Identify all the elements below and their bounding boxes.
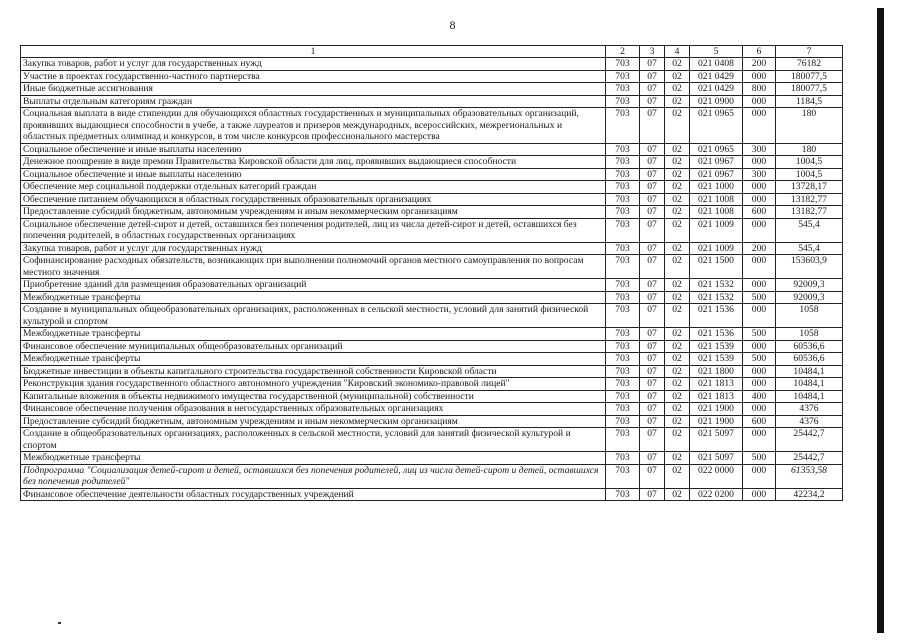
row-section: 07 <box>640 279 665 292</box>
row-target-article: 021 1532 <box>690 291 743 304</box>
row-section: 07 <box>640 415 665 428</box>
row-expense-type: 300 <box>743 143 776 156</box>
row-name: Подпрограмма "Социализация детей-сирот и детей, оставшихся без попечения родителей, лиц из числа детей-сирот и детей, оставшихся без попечения родителей" <box>21 464 606 488</box>
row-expense-type: 000 <box>743 95 776 108</box>
row-subsection: 02 <box>665 206 690 219</box>
row-expense-type: 500 <box>743 353 776 366</box>
row-code-admin: 703 <box>606 255 640 279</box>
row-expense-type: 000 <box>743 156 776 169</box>
row-amount: 10484,1 <box>776 378 843 391</box>
table-row <box>21 181 843 194</box>
row-target-article: 021 1008 <box>690 193 743 206</box>
row-name: Межбюджетные трансферты <box>21 291 606 304</box>
row-section: 07 <box>640 58 665 71</box>
row-target-article: 021 0429 <box>690 70 743 83</box>
row-amount: 180 <box>776 108 843 144</box>
row-amount: 180 <box>776 143 843 156</box>
row-target-article: 021 1009 <box>690 242 743 255</box>
row-name: Закупка товаров, работ и услуг для государственных нужд <box>21 58 606 71</box>
table-row <box>21 168 843 181</box>
row-amount: 25442,7 <box>776 428 843 452</box>
row-amount: 13182,77 <box>776 193 843 206</box>
column-header-7: 7 <box>776 46 843 58</box>
row-name: Капитальные вложения в объекты недвижимого имущества государственной (муниципальной) собственности <box>21 390 606 403</box>
row-amount: 76182 <box>776 58 843 71</box>
row-code-admin: 703 <box>606 403 640 416</box>
row-subsection: 02 <box>665 378 690 391</box>
row-amount: 153603,9 <box>776 255 843 279</box>
row-section: 07 <box>640 464 665 488</box>
table-row <box>21 390 843 403</box>
row-expense-type: 000 <box>743 218 776 242</box>
row-name: Предоставление субсидий бюджетным, автономным учреждениям и иным некоммерческим организациям <box>21 206 606 219</box>
row-code-admin: 703 <box>606 83 640 96</box>
table-header-row <box>21 46 843 58</box>
row-code-admin: 703 <box>606 279 640 292</box>
row-section: 07 <box>640 304 665 328</box>
row-name: Закупка товаров, работ и услуг для государственных нужд <box>21 242 606 255</box>
row-code-admin: 703 <box>606 206 640 219</box>
row-target-article: 021 0965 <box>690 143 743 156</box>
row-code-admin: 703 <box>606 156 640 169</box>
table-row <box>21 193 843 206</box>
row-code-admin: 703 <box>606 378 640 391</box>
row-expense-type: 000 <box>743 279 776 292</box>
scan-speck <box>58 622 61 624</box>
row-target-article: 021 1536 <box>690 328 743 341</box>
row-code-admin: 703 <box>606 242 640 255</box>
row-target-article: 021 0408 <box>690 58 743 71</box>
table-row <box>21 378 843 391</box>
table-row <box>21 108 843 144</box>
row-code-admin: 703 <box>606 328 640 341</box>
table-row <box>21 328 843 341</box>
row-section: 07 <box>640 291 665 304</box>
row-section: 07 <box>640 206 665 219</box>
row-target-article: 021 1900 <box>690 403 743 416</box>
row-amount: 1058 <box>776 304 843 328</box>
row-subsection: 02 <box>665 143 690 156</box>
row-amount: 92009,3 <box>776 291 843 304</box>
row-subsection: 02 <box>665 488 690 501</box>
column-header-1: 1 <box>21 46 606 58</box>
row-expense-type: 000 <box>743 340 776 353</box>
row-target-article: 021 1539 <box>690 340 743 353</box>
row-section: 07 <box>640 365 665 378</box>
row-name: Участие в проектах государственно-частного партнерства <box>21 70 606 83</box>
row-amount: 13728,17 <box>776 181 843 194</box>
row-amount: 180077,5 <box>776 70 843 83</box>
row-subsection: 02 <box>665 365 690 378</box>
table-row <box>21 206 843 219</box>
row-name: Обеспечение питанием обучающихся в областных государственных образовательных организациях <box>21 193 606 206</box>
table-row <box>21 415 843 428</box>
row-expense-type: 000 <box>743 255 776 279</box>
row-name: Социальное обеспечение детей-сирот и детей, оставшихся без попечения родителей, лиц из числа детей-сирот и детей, оставшихся без попечения родителей, в областных государственных организациях <box>21 218 606 242</box>
row-amount: 10484,1 <box>776 365 843 378</box>
row-expense-type: 000 <box>743 181 776 194</box>
row-code-admin: 703 <box>606 70 640 83</box>
row-code-admin: 703 <box>606 452 640 465</box>
row-target-article: 021 1813 <box>690 378 743 391</box>
row-code-admin: 703 <box>606 488 640 501</box>
row-target-article: 021 1813 <box>690 390 743 403</box>
table-row <box>21 340 843 353</box>
row-name: Денежное поощрение в виде премии Правительства Кировской области для лиц, проявивших выдающиеся способности <box>21 156 606 169</box>
table-row <box>21 255 843 279</box>
row-expense-type: 200 <box>743 58 776 71</box>
row-amount: 60536,6 <box>776 340 843 353</box>
row-code-admin: 703 <box>606 95 640 108</box>
row-section: 07 <box>640 168 665 181</box>
row-subsection: 02 <box>665 193 690 206</box>
row-target-article: 021 1009 <box>690 218 743 242</box>
table-row <box>21 464 843 488</box>
table-row <box>21 452 843 465</box>
row-code-admin: 703 <box>606 365 640 378</box>
row-amount: 92009,3 <box>776 279 843 292</box>
row-code-admin: 703 <box>606 415 640 428</box>
row-subsection: 02 <box>665 403 690 416</box>
row-target-article: 021 1500 <box>690 255 743 279</box>
budget-table <box>20 45 843 501</box>
row-amount: 25442,7 <box>776 452 843 465</box>
table-row <box>21 242 843 255</box>
row-target-article: 021 1900 <box>690 415 743 428</box>
row-name: Межбюджетные трансферты <box>21 328 606 341</box>
column-header-3: 3 <box>640 46 665 58</box>
row-section: 07 <box>640 353 665 366</box>
table-row <box>21 279 843 292</box>
row-name: Иные бюджетные ассигнования <box>21 83 606 96</box>
row-target-article: 021 1008 <box>690 206 743 219</box>
row-expense-type: 400 <box>743 390 776 403</box>
row-section: 07 <box>640 378 665 391</box>
row-subsection: 02 <box>665 181 690 194</box>
row-section: 07 <box>640 156 665 169</box>
row-subsection: 02 <box>665 390 690 403</box>
table-row <box>21 304 843 328</box>
row-subsection: 02 <box>665 242 690 255</box>
table-row <box>21 156 843 169</box>
row-expense-type: 800 <box>743 83 776 96</box>
row-expense-type: 000 <box>743 378 776 391</box>
row-amount: 42234,2 <box>776 488 843 501</box>
row-expense-type: 300 <box>743 168 776 181</box>
row-code-admin: 703 <box>606 218 640 242</box>
row-name: Создание в общеобразовательных организациях, расположенных в сельской местности, условий для занятий физической культурой и спортом <box>21 428 606 452</box>
row-section: 07 <box>640 181 665 194</box>
row-amount: 4376 <box>776 415 843 428</box>
row-expense-type: 000 <box>743 365 776 378</box>
row-amount: 1004,5 <box>776 156 843 169</box>
row-target-article: 021 0967 <box>690 168 743 181</box>
row-section: 07 <box>640 108 665 144</box>
row-section: 07 <box>640 328 665 341</box>
table-row <box>21 403 843 416</box>
row-amount: 180077,5 <box>776 83 843 96</box>
row-amount: 10484,1 <box>776 390 843 403</box>
row-name: Межбюджетные трансферты <box>21 452 606 465</box>
row-subsection: 02 <box>665 108 690 144</box>
row-section: 07 <box>640 143 665 156</box>
row-subsection: 02 <box>665 464 690 488</box>
row-name: Финансовое обеспечение деятельности областных государственных учреждений <box>21 488 606 501</box>
row-amount: 61353,58 <box>776 464 843 488</box>
row-section: 07 <box>640 390 665 403</box>
row-name: Социальное обеспечение и иные выплаты населению <box>21 168 606 181</box>
table-row <box>21 58 843 71</box>
row-subsection: 02 <box>665 340 690 353</box>
row-section: 07 <box>640 83 665 96</box>
row-amount: 1004,5 <box>776 168 843 181</box>
row-section: 07 <box>640 340 665 353</box>
table-row <box>21 428 843 452</box>
column-header-6: 6 <box>743 46 776 58</box>
row-target-article: 021 1536 <box>690 304 743 328</box>
row-name: Выплаты отдельным категориям граждан <box>21 95 606 108</box>
row-target-article: 021 5097 <box>690 428 743 452</box>
row-subsection: 02 <box>665 328 690 341</box>
table-row <box>21 83 843 96</box>
row-subsection: 02 <box>665 291 690 304</box>
page-number: 8 <box>449 18 456 32</box>
row-code-admin: 703 <box>606 340 640 353</box>
row-name: Социальное обеспечение и иные выплаты населению <box>21 143 606 156</box>
row-subsection: 02 <box>665 58 690 71</box>
row-amount: 60536,6 <box>776 353 843 366</box>
row-name: Приобретение зданий для размещения образовательных организаций <box>21 279 606 292</box>
row-subsection: 02 <box>665 428 690 452</box>
row-section: 07 <box>640 218 665 242</box>
row-code-admin: 703 <box>606 181 640 194</box>
row-subsection: 02 <box>665 95 690 108</box>
row-expense-type: 600 <box>743 415 776 428</box>
table-row <box>21 353 843 366</box>
row-subsection: 02 <box>665 279 690 292</box>
scan-edge-shadow <box>877 8 884 633</box>
column-header-4: 4 <box>665 46 690 58</box>
row-expense-type: 000 <box>743 403 776 416</box>
column-header-2: 2 <box>606 46 640 58</box>
table-row <box>21 218 843 242</box>
row-amount: 13182,77 <box>776 206 843 219</box>
row-expense-type: 600 <box>743 206 776 219</box>
row-amount: 1184,5 <box>776 95 843 108</box>
row-target-article: 021 0965 <box>690 108 743 144</box>
table-row <box>21 70 843 83</box>
row-name: Финансовое обеспечение муниципальных общеобразовательных организаций <box>21 340 606 353</box>
row-amount: 4376 <box>776 403 843 416</box>
row-code-admin: 703 <box>606 291 640 304</box>
row-name: Обеспечение мер социальной поддержки отдельных категорий граждан <box>21 181 606 194</box>
row-amount: 1058 <box>776 328 843 341</box>
row-expense-type: 500 <box>743 328 776 341</box>
row-name: Социальная выплата в виде стипендии для обучающихся областных государственных и муниципальных образовательных организаций, проявивших выдающиеся способности в учебе, а также лауреатов и призеров международных, всероссийских, межрегиональных и областных предметных олимпиад и конкурсов, в том числе конкурсов профессионального мастерства <box>21 108 606 144</box>
row-subsection: 02 <box>665 168 690 181</box>
row-subsection: 02 <box>665 218 690 242</box>
row-expense-type: 500 <box>743 291 776 304</box>
row-expense-type: 000 <box>743 428 776 452</box>
row-subsection: 02 <box>665 353 690 366</box>
row-target-article: 021 1539 <box>690 353 743 366</box>
row-target-article: 021 0967 <box>690 156 743 169</box>
row-subsection: 02 <box>665 255 690 279</box>
row-amount: 545,4 <box>776 242 843 255</box>
row-target-article: 022 0000 <box>690 464 743 488</box>
table-row <box>21 291 843 304</box>
row-subsection: 02 <box>665 415 690 428</box>
row-name: Софинансирование расходных обязательств, возникающих при выполнении полномочий органов местного самоуправления по вопросам местного значения <box>21 255 606 279</box>
row-section: 07 <box>640 255 665 279</box>
table-body <box>21 58 843 501</box>
row-section: 07 <box>640 403 665 416</box>
row-code-admin: 703 <box>606 353 640 366</box>
row-section: 07 <box>640 428 665 452</box>
row-section: 07 <box>640 242 665 255</box>
row-subsection: 02 <box>665 156 690 169</box>
table-row <box>21 365 843 378</box>
row-code-admin: 703 <box>606 304 640 328</box>
row-expense-type: 200 <box>743 242 776 255</box>
row-target-article: 022 0200 <box>690 488 743 501</box>
row-name: Создание в муниципальных общеобразовательных организациях, расположенных в сельской местности, условий для занятий физической культурой и спортом <box>21 304 606 328</box>
row-code-admin: 703 <box>606 168 640 181</box>
row-target-article: 021 1532 <box>690 279 743 292</box>
row-code-admin: 703 <box>606 143 640 156</box>
table-row <box>21 143 843 156</box>
row-target-article: 021 1000 <box>690 181 743 194</box>
table-row <box>21 488 843 501</box>
row-name: Финансовое обеспечение получения образования в негосударственных образовательных организациях <box>21 403 606 416</box>
row-section: 07 <box>640 70 665 83</box>
row-expense-type: 000 <box>743 108 776 144</box>
column-header-5: 5 <box>690 46 743 58</box>
row-code-admin: 703 <box>606 193 640 206</box>
row-section: 07 <box>640 488 665 501</box>
row-subsection: 02 <box>665 70 690 83</box>
row-expense-type: 000 <box>743 193 776 206</box>
row-expense-type: 000 <box>743 70 776 83</box>
row-subsection: 02 <box>665 452 690 465</box>
row-code-admin: 703 <box>606 428 640 452</box>
row-code-admin: 703 <box>606 58 640 71</box>
row-expense-type: 000 <box>743 464 776 488</box>
row-code-admin: 703 <box>606 108 640 144</box>
row-amount: 545,4 <box>776 218 843 242</box>
row-target-article: 021 5097 <box>690 452 743 465</box>
row-code-admin: 703 <box>606 390 640 403</box>
row-name: Межбюджетные трансферты <box>21 353 606 366</box>
row-name: Бюджетные инвестиции в объекты капитального строительства государственной собственности Кировской области <box>21 365 606 378</box>
row-subsection: 02 <box>665 83 690 96</box>
row-name: Предоставление субсидий бюджетным, автономным учреждениям и иным некоммерческим организациям <box>21 415 606 428</box>
row-section: 07 <box>640 452 665 465</box>
row-section: 07 <box>640 95 665 108</box>
table-row <box>21 95 843 108</box>
row-target-article: 021 0900 <box>690 95 743 108</box>
row-subsection: 02 <box>665 304 690 328</box>
row-target-article: 021 0429 <box>690 83 743 96</box>
row-name: Реконструкция здания государственного областного автономного учреждения "Кировский экономико-правовой лицей" <box>21 378 606 391</box>
row-expense-type: 500 <box>743 452 776 465</box>
row-expense-type: 000 <box>743 488 776 501</box>
row-target-article: 021 1800 <box>690 365 743 378</box>
row-code-admin: 703 <box>606 464 640 488</box>
row-section: 07 <box>640 193 665 206</box>
row-expense-type: 000 <box>743 304 776 328</box>
